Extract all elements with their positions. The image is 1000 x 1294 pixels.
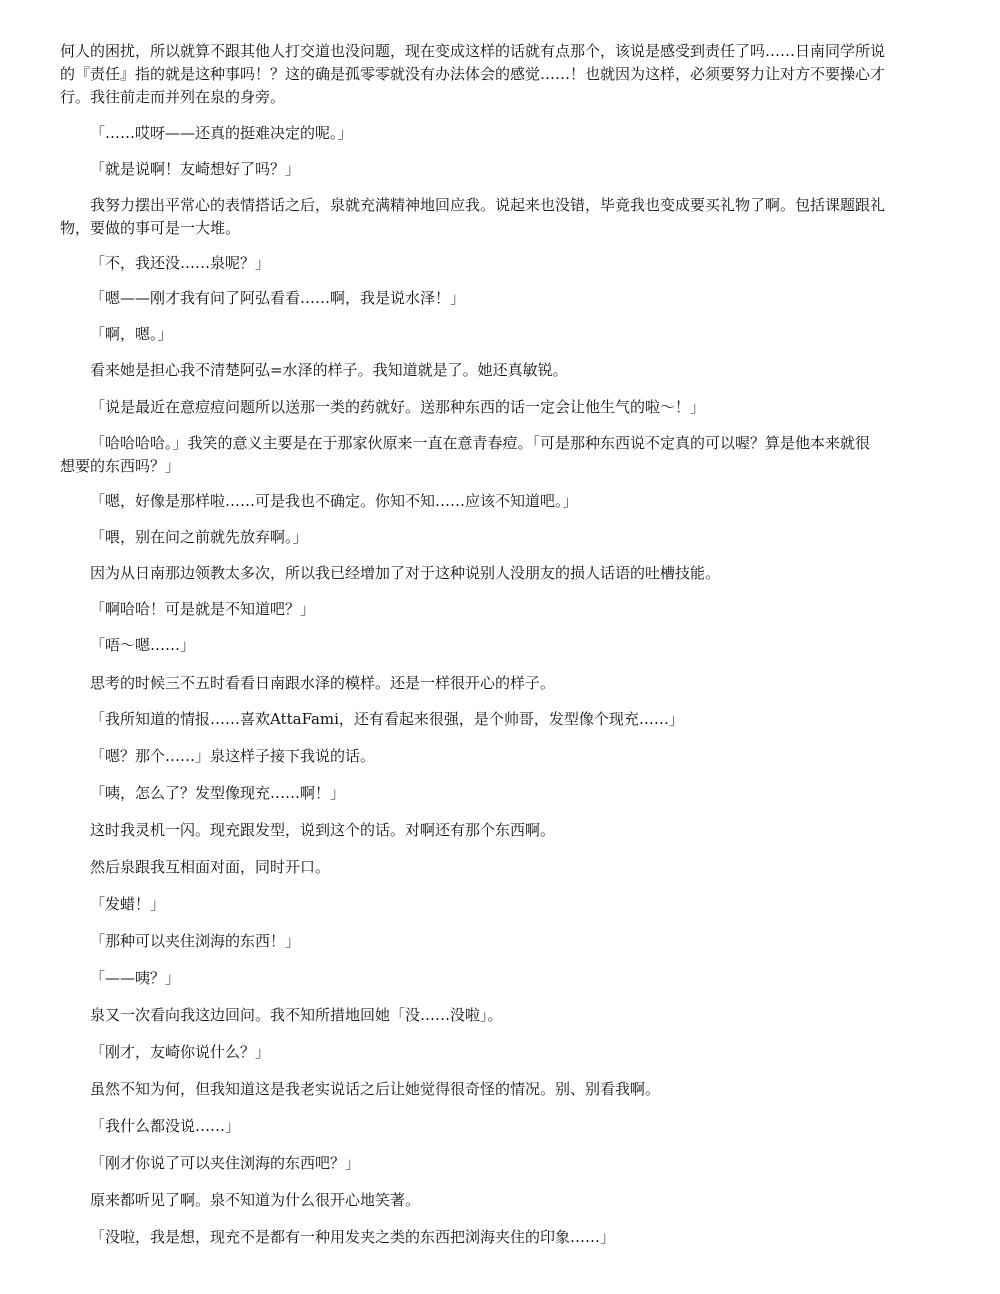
text-line: 何人的困扰，所以就算不跟其他人打交道也没问题，现在变成这样的话就有点那个，该说是感受到责任了吗……日南同学所说 — [60, 42, 886, 60]
text-line: 「嗯，好像是那样啦……可是我也不确定。你知不知……应该不知道吧。」 — [90, 492, 578, 510]
text-line: 「唔～嗯……」 — [90, 636, 196, 654]
text-line: 「发蜡！」 — [90, 895, 166, 913]
text-line: 思考的时候三不五时看看日南跟水泽的模样。还是一样很开心的样子。 — [90, 674, 556, 692]
text-line: 这时我灵机一闪。现充跟发型，说到这个的话。对啊还有那个东西啊。 — [90, 821, 556, 839]
text-line: 「咦，怎么了？发型像现充……啊！」 — [90, 784, 346, 802]
text-line: 因为从日南那边领教太多次，所以我已经增加了对于这种说别人没朋友的损人话语的吐槽技能。 — [90, 564, 721, 582]
text-line: 「那种可以夹住浏海的东西！」 — [90, 932, 301, 950]
text-line: 「喂，别在问之前就先放弃啊。」 — [90, 528, 308, 546]
text-line: 泉又一次看向我这边回问。我不知所措地回她「没……没啦」。 — [90, 1006, 503, 1024]
text-line: 行。我往前走而并列在泉的身旁。 — [60, 88, 286, 106]
text-line: 「啊，嗯。」 — [90, 325, 173, 343]
text-line: 的『责任』指的就是这种事吗！？这的确是孤零零就没有办法体会的感觉……！也就因为这样，必须要努力让对方不要操心才 — [60, 65, 886, 83]
text-line: 虽然不知为何，但我知道这是我老实说话之后让她觉得很奇怪的情况。别、别看我啊。 — [90, 1080, 661, 1098]
text-line: 「刚才，友崎你说什么？」 — [90, 1043, 271, 1061]
text-line: 「就是说啊！友崎想好了吗？」 — [90, 160, 301, 178]
text-line: 「嗯？那个……」泉这样子接下我说的话。 — [90, 747, 376, 765]
text-line: 我努力摆出平常心的表情搭话之后，泉就充满精神地回应我。说起来也没错，毕竟我也变成要买礼物了啊。包括课题跟礼 — [90, 196, 886, 214]
text-line: 然后泉跟我互相面对面，同时开口。 — [90, 858, 331, 876]
text-line: 「哈哈哈哈。」我笑的意义主要是在于那家伙原来一直在意青春痘。「可是那种东西说不定真的可以喔？算是他本来就很 — [90, 434, 871, 452]
text-line: 「我什么都没说……」 — [90, 1117, 241, 1135]
text-line: 「我所知道的情报……喜欢AttaFami，还有看起来很强，是个帅哥，发型像个现充……」 — [90, 710, 684, 728]
text-line: 原来都听见了啊。泉不知道为什么很开心地笑著。 — [90, 1191, 421, 1209]
text-line: 「没啦，我是想，现充不是都有一种用发夹之类的东西把浏海夹住的印象……」 — [90, 1228, 616, 1246]
text-line: 「——咦？」 — [90, 969, 181, 987]
text-line: 「嗯——刚才我有问了阿弘看看……啊，我是说水泽！」 — [90, 289, 466, 307]
text-line: 「不，我还没……泉呢？」 — [90, 254, 271, 272]
text-line: 物，要做的事可是一大堆。 — [60, 219, 241, 237]
text-line: 「……哎呀——还真的挺难决定的呢。」 — [90, 124, 353, 142]
text-line: 「啊哈哈！可是就是不知道吧？」 — [90, 600, 316, 618]
text-line: 「刚才你说了可以夹住浏海的东西吧？」 — [90, 1154, 361, 1172]
text-line: 想要的东西吗？」 — [60, 457, 181, 475]
text-line: 看来她是担心我不清楚阿弘=水泽的样子。我知道就是了。她还真敏锐。 — [90, 361, 568, 379]
text-line: 「说是最近在意痘痘问题所以送那一类的药就好。送那种东西的话一定会让他生气的啦～！」 — [90, 398, 706, 416]
